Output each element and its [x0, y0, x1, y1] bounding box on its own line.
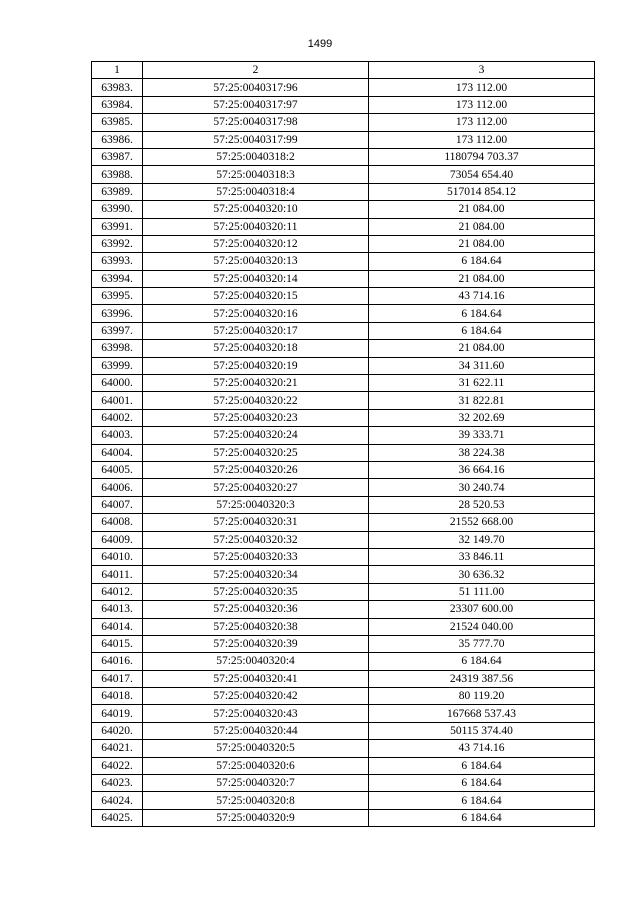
table-row: [92, 670, 595, 687]
row-number-cell: 63994.: [92, 270, 143, 287]
table-row: [92, 218, 595, 235]
cadastral-number-cell: 57:25:0040320:27: [143, 479, 369, 496]
table-row: [92, 792, 595, 809]
page-number: 1499: [307, 38, 333, 50]
row-number-cell: 63986.: [92, 131, 143, 148]
value-cell: 1180794 703.37: [369, 148, 595, 165]
table-row: [92, 775, 595, 792]
cadastral-number-cell: 57:25:0040320:22: [143, 392, 369, 409]
row-number-cell: 64014.: [92, 618, 143, 635]
table-row: [92, 653, 595, 670]
row-number-cell: 64011.: [92, 566, 143, 583]
row-number-cell: 64003.: [92, 427, 143, 444]
cadastral-number-cell: 57:25:0040320:19: [143, 357, 369, 374]
row-number-cell: 64016.: [92, 653, 143, 670]
table-row: [92, 479, 595, 496]
cadastral-number-cell: 57:25:0040320:14: [143, 270, 369, 287]
row-number-cell: 64005.: [92, 461, 143, 478]
value-cell: 43 714.16: [369, 288, 595, 305]
cadastral-number-cell: 57:25:0040320:36: [143, 601, 369, 618]
table-row: [92, 409, 595, 426]
cadastral-number-cell: 57:25:0040320:6: [143, 757, 369, 774]
cadastral-number-cell: 57:25:0040320:35: [143, 583, 369, 600]
cadastral-number-cell: 57:25:0040320:23: [143, 409, 369, 426]
row-number-cell: 64019.: [92, 705, 143, 722]
table-row: [92, 461, 595, 478]
value-cell: 28 520.53: [369, 496, 595, 513]
table-row: [92, 96, 595, 113]
value-cell: 173 112.00: [369, 79, 595, 96]
row-number-cell: 64021.: [92, 740, 143, 757]
value-cell: 173 112.00: [369, 96, 595, 113]
value-cell: 24319 387.56: [369, 670, 595, 687]
row-number-cell: 64025.: [92, 809, 143, 826]
value-cell: 32 149.70: [369, 531, 595, 548]
cadastral-number-cell: 57:25:0040320:9: [143, 809, 369, 826]
row-number-cell: 63983.: [92, 79, 143, 96]
row-number-cell: 64015.: [92, 635, 143, 652]
row-number-cell: 63998.: [92, 340, 143, 357]
table-row: [92, 809, 595, 826]
value-cell: 30 636.32: [369, 566, 595, 583]
value-cell: 39 333.71: [369, 427, 595, 444]
row-number-cell: 64002.: [92, 409, 143, 426]
cadastral-number-cell: 57:25:0040320:32: [143, 531, 369, 548]
row-number-cell: 64024.: [92, 792, 143, 809]
row-number-cell: 63993.: [92, 253, 143, 270]
cadastral-number-cell: 57:25:0040320:7: [143, 775, 369, 792]
row-number-cell: 63989.: [92, 183, 143, 200]
table-row: [92, 740, 595, 757]
cadastral-number-cell: 57:25:0040320:33: [143, 548, 369, 565]
value-cell: 6 184.64: [369, 305, 595, 322]
row-number-cell: 64017.: [92, 670, 143, 687]
value-cell: 21 084.00: [369, 235, 595, 252]
row-number-cell: 63996.: [92, 305, 143, 322]
value-cell: 35 777.70: [369, 635, 595, 652]
row-number-cell: 63999.: [92, 357, 143, 374]
cadastral-number-cell: 57:25:0040320:16: [143, 305, 369, 322]
table-row: [92, 722, 595, 739]
cadastral-number-cell: 57:25:0040320:31: [143, 514, 369, 531]
row-number-cell: 63991.: [92, 218, 143, 235]
table-row: [92, 601, 595, 618]
table-row: [92, 288, 595, 305]
row-number-cell: 63990.: [92, 201, 143, 218]
cadastral-number-cell: 57:25:0040320:25: [143, 444, 369, 461]
value-cell: 21552 668.00: [369, 514, 595, 531]
cadastral-number-cell: 57:25:0040317:98: [143, 114, 369, 131]
row-number-cell: 64006.: [92, 479, 143, 496]
table-row: [92, 235, 595, 252]
table-row: [92, 357, 595, 374]
row-number-cell: 64000.: [92, 375, 143, 392]
table-row: [92, 270, 595, 287]
value-cell: 32 202.69: [369, 409, 595, 426]
row-number-cell: 63984.: [92, 96, 143, 113]
cadastral-number-cell: 57:25:0040320:44: [143, 722, 369, 739]
cadastral-number-cell: 57:25:0040320:38: [143, 618, 369, 635]
value-cell: 34 311.60: [369, 357, 595, 374]
value-cell: 51 111.00: [369, 583, 595, 600]
value-cell: 517014 854.12: [369, 183, 595, 200]
value-cell: 173 112.00: [369, 114, 595, 131]
value-cell: 6 184.64: [369, 653, 595, 670]
table-row: [92, 705, 595, 722]
cadastral-number-cell: 57:25:0040320:24: [143, 427, 369, 444]
value-cell: 43 714.16: [369, 740, 595, 757]
row-number-cell: 63987.: [92, 148, 143, 165]
cadastral-number-cell: 57:25:0040320:43: [143, 705, 369, 722]
value-cell: 6 184.64: [369, 757, 595, 774]
row-number-cell: 63985.: [92, 114, 143, 131]
value-cell: 73054 654.40: [369, 166, 595, 183]
row-number-cell: 64023.: [92, 775, 143, 792]
cadastral-number-cell: 57:25:0040320:21: [143, 375, 369, 392]
table-row: [92, 148, 595, 165]
value-cell: 21524 040.00: [369, 618, 595, 635]
value-cell: 6 184.64: [369, 809, 595, 826]
table-row: [92, 79, 595, 96]
table-row: [92, 201, 595, 218]
table-row: [92, 444, 595, 461]
row-number-cell: 63997.: [92, 322, 143, 339]
row-number-cell: 64018.: [92, 688, 143, 705]
row-number-cell: 64012.: [92, 583, 143, 600]
table-row: [92, 131, 595, 148]
column-header-cadastral: 2: [143, 62, 369, 79]
value-cell: 23307 600.00: [369, 601, 595, 618]
value-cell: 6 184.64: [369, 775, 595, 792]
row-number-cell: 64009.: [92, 531, 143, 548]
cadastral-number-cell: 57:25:0040320:12: [143, 235, 369, 252]
table-row: [92, 183, 595, 200]
table-row: [92, 253, 595, 270]
cadastral-number-cell: 57:25:0040320:10: [143, 201, 369, 218]
table-row: [92, 496, 595, 513]
table-row: [92, 635, 595, 652]
row-number-cell: 64022.: [92, 757, 143, 774]
value-cell: 6 184.64: [369, 253, 595, 270]
row-number-cell: 64004.: [92, 444, 143, 461]
table-row: [92, 166, 595, 183]
table-row: [92, 548, 595, 565]
value-cell: 33 846.11: [369, 548, 595, 565]
value-cell: 21 084.00: [369, 201, 595, 218]
cadastral-number-cell: 57:25:0040320:39: [143, 635, 369, 652]
row-number-cell: 64007.: [92, 496, 143, 513]
cadastral-number-cell: 57:25:0040320:17: [143, 322, 369, 339]
registry-table: [91, 61, 595, 827]
value-cell: 31 822.81: [369, 392, 595, 409]
column-header-number: 1: [92, 62, 143, 79]
row-number-cell: 63995.: [92, 288, 143, 305]
cadastral-number-cell: 57:25:0040317:96: [143, 79, 369, 96]
value-cell: 6 184.64: [369, 792, 595, 809]
row-number-cell: 63992.: [92, 235, 143, 252]
table-header-row: [92, 62, 595, 79]
cadastral-number-cell: 57:25:0040317:97: [143, 96, 369, 113]
cadastral-number-cell: 57:25:0040320:18: [143, 340, 369, 357]
row-number-cell: 64008.: [92, 514, 143, 531]
cadastral-number-cell: 57:25:0040320:8: [143, 792, 369, 809]
column-header-value: 3: [369, 62, 595, 79]
row-number-cell: 64001.: [92, 392, 143, 409]
cadastral-number-cell: 57:25:0040320:15: [143, 288, 369, 305]
cadastral-number-cell: 57:25:0040320:5: [143, 740, 369, 757]
value-cell: 21 084.00: [369, 340, 595, 357]
cadastral-number-cell: 57:25:0040320:4: [143, 653, 369, 670]
value-cell: 6 184.64: [369, 322, 595, 339]
value-cell: 38 224.38: [369, 444, 595, 461]
row-number-cell: 63988.: [92, 166, 143, 183]
cadastral-number-cell: 57:25:0040320:42: [143, 688, 369, 705]
value-cell: 173 112.00: [369, 131, 595, 148]
row-number-cell: 64010.: [92, 548, 143, 565]
table-row: [92, 114, 595, 131]
value-cell: 21 084.00: [369, 218, 595, 235]
cadastral-number-cell: 57:25:0040320:13: [143, 253, 369, 270]
cadastral-number-cell: 57:25:0040320:11: [143, 218, 369, 235]
table-row: [92, 375, 595, 392]
cadastral-number-cell: 57:25:0040318:4: [143, 183, 369, 200]
cadastral-number-cell: 57:25:0040320:26: [143, 461, 369, 478]
table-row: [92, 566, 595, 583]
table-row: [92, 340, 595, 357]
value-cell: 80 119.20: [369, 688, 595, 705]
value-cell: 31 622.11: [369, 375, 595, 392]
table-row: [92, 757, 595, 774]
table-row: [92, 618, 595, 635]
value-cell: 167668 537.43: [369, 705, 595, 722]
value-cell: 50115 374.40: [369, 722, 595, 739]
cadastral-number-cell: 57:25:0040320:41: [143, 670, 369, 687]
value-cell: 36 664.16: [369, 461, 595, 478]
cadastral-number-cell: 57:25:0040318:2: [143, 148, 369, 165]
table-row: [92, 392, 595, 409]
cadastral-number-cell: 57:25:0040320:34: [143, 566, 369, 583]
value-cell: 21 084.00: [369, 270, 595, 287]
cadastral-number-cell: 57:25:0040318:3: [143, 166, 369, 183]
table-row: [92, 514, 595, 531]
table-row: [92, 305, 595, 322]
table-row: [92, 322, 595, 339]
row-number-cell: 64013.: [92, 601, 143, 618]
table-row: [92, 531, 595, 548]
row-number-cell: 64020.: [92, 722, 143, 739]
cadastral-number-cell: 57:25:0040320:3: [143, 496, 369, 513]
table-row: [92, 688, 595, 705]
table-row: [92, 583, 595, 600]
cadastral-number-cell: 57:25:0040317:99: [143, 131, 369, 148]
table-row: [92, 427, 595, 444]
value-cell: 30 240.74: [369, 479, 595, 496]
